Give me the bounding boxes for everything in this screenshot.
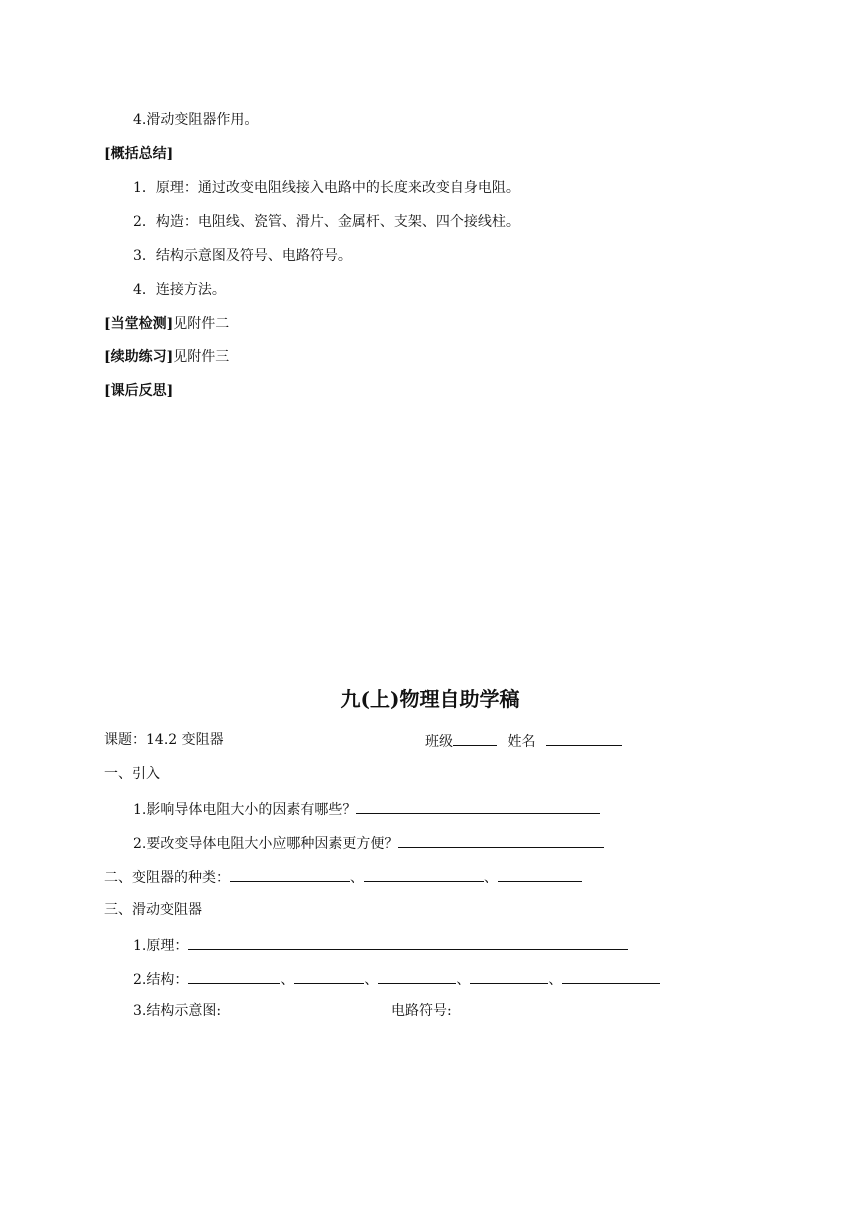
structure-blank-1[interactable] <box>188 969 280 984</box>
check-line <box>104 315 229 333</box>
question-1-line <box>133 799 600 819</box>
structure-blank-4[interactable] <box>470 969 548 984</box>
separator: 、 <box>280 972 295 988</box>
question-2-blank[interactable] <box>398 833 604 848</box>
check-text: 见附件二 <box>173 316 230 332</box>
worksheet-title: 九(上)物理自助学稿 <box>340 687 520 711</box>
principle-label: 1.原理： <box>133 938 189 954</box>
section-2-heading: 二、变阻器的种类： <box>104 870 230 886</box>
summary-heading: [概括总结] <box>104 146 174 162</box>
question-2: 2.要改变导体电阻大小应哪种因素更方便？ <box>133 836 399 852</box>
practice-text: 见附件三 <box>173 349 230 365</box>
name-label: 姓名 <box>507 734 536 750</box>
class-label: 班级 <box>425 734 453 750</box>
structure-blank-5[interactable] <box>562 969 660 984</box>
class-name-line <box>425 731 622 751</box>
summary-item-2: 2．构造：电阻线、瓷管、滑片、金属杆、支架、四个接线柱。 <box>133 214 520 230</box>
section-1-heading: 一、引入 <box>104 766 160 782</box>
question-1-blank[interactable] <box>356 799 600 814</box>
practice-line <box>104 348 229 366</box>
separator: 、 <box>350 870 364 886</box>
topic-label: 课题：14.2 变阻器 <box>104 732 224 748</box>
class-blank[interactable] <box>453 731 497 746</box>
structure-line <box>133 969 660 989</box>
structure-blank-3[interactable] <box>378 969 456 984</box>
question-1: 1.影响导体电阻大小的因素有哪些？ <box>133 802 357 818</box>
section-3-heading: 三、滑动变阻器 <box>104 902 202 918</box>
name-blank[interactable] <box>546 731 622 746</box>
practice-heading: [续助练习] <box>104 349 174 365</box>
symbol-label: 电路符号: <box>391 1003 452 1019</box>
question-2-line <box>133 833 604 853</box>
type-blank-3[interactable] <box>498 867 582 882</box>
structure-label: 2.结构： <box>133 972 189 988</box>
type-blank-1[interactable] <box>230 867 350 882</box>
principle-blank[interactable] <box>188 935 628 950</box>
section-2-line <box>104 867 582 887</box>
separator: 、 <box>548 972 563 988</box>
type-blank-2[interactable] <box>364 867 484 882</box>
separator: 、 <box>484 870 498 886</box>
separator: 、 <box>364 972 379 988</box>
item-4-text: 4.滑动变阻器作用。 <box>133 112 259 128</box>
summary-item-4: 4．连接方法。 <box>133 282 226 298</box>
summary-item-3: 3．结构示意图及符号、电路符号。 <box>133 248 352 264</box>
check-heading: [当堂检测] <box>104 316 174 332</box>
principle-line <box>133 935 628 955</box>
separator: 、 <box>456 972 471 988</box>
summary-item-1: 1．原理：通过改变电阻线接入电路中的长度来改变自身电阻。 <box>133 180 520 196</box>
structure-blank-2[interactable] <box>294 969 364 984</box>
diagram-label: 3.结构示意图: <box>133 1003 222 1019</box>
reflection-heading: [课后反思] <box>104 383 174 399</box>
